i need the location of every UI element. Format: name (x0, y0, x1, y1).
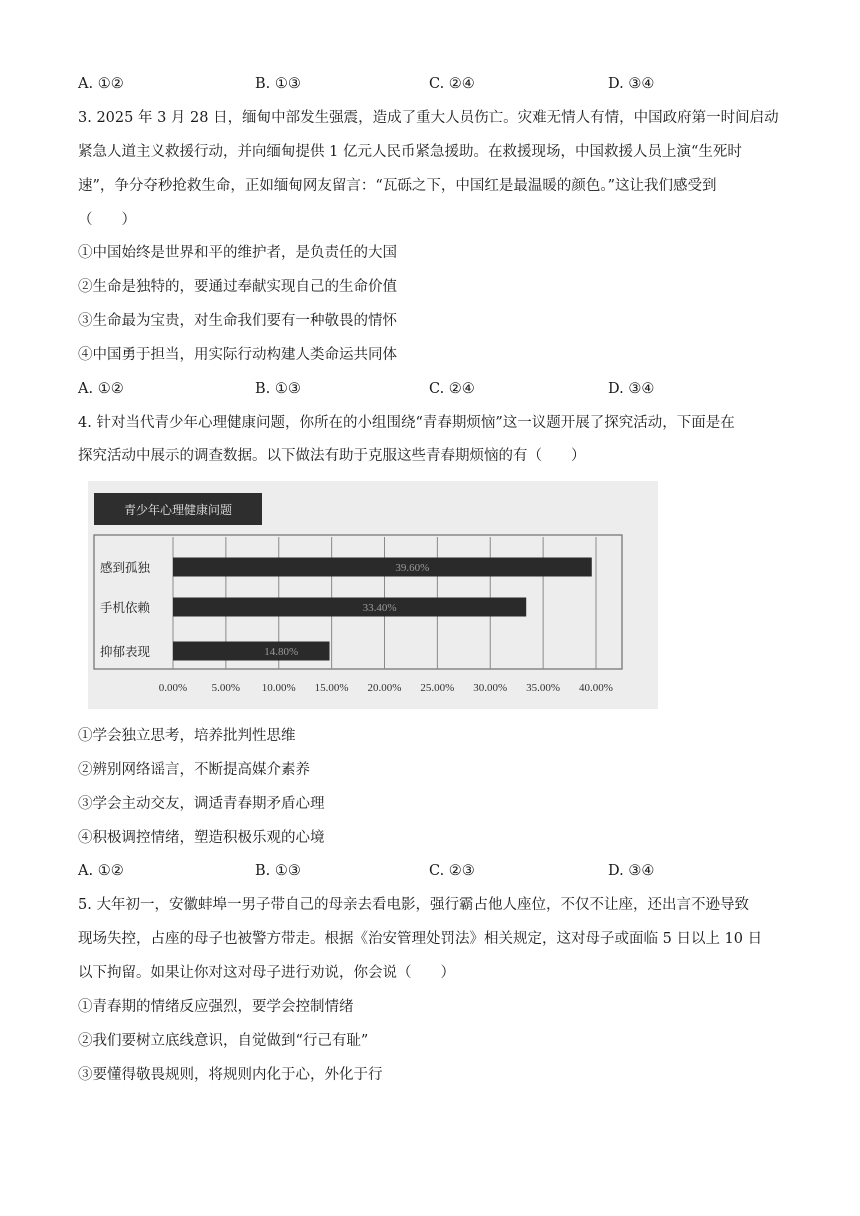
q4-statement: ②辨别网络谣言，不断提高媒介素养 (78, 762, 310, 778)
option-c[interactable]: C. ②③ (429, 863, 475, 879)
chart-x-ticks (159, 682, 613, 694)
chart-title: 青少年心理健康问题 (123, 503, 233, 517)
option-c[interactable]: C. ②④ (429, 381, 475, 397)
chart-bars (173, 558, 592, 661)
x-tick-label: 20.00% (367, 682, 402, 694)
q3-options (78, 379, 798, 399)
q4-statement: ④积极调控情绪，塑造积极乐观的心境 (78, 830, 325, 846)
option-a[interactable]: A. ①② (78, 76, 124, 92)
x-tick-label: 30.00% (473, 682, 508, 694)
q4-options (78, 861, 798, 881)
chart-category-labels (100, 560, 151, 659)
x-tick-label: 10.00% (261, 682, 296, 694)
q4-statement: ③学会主动交友，调适青春期矛盾心理 (78, 796, 325, 812)
category-label: 手机依赖 (100, 601, 151, 615)
option-b[interactable]: B. ①③ (255, 863, 301, 879)
x-tick-label: 0.00% (158, 682, 188, 694)
q3-stem-line: 紧急人道主义救援行动，并向缅甸提供 1 亿元人民币紧急援助。在救援现场，中国救援人员上演“生死时 (78, 144, 742, 160)
bar (173, 598, 526, 617)
option-c[interactable]: C. ②④ (429, 76, 475, 92)
q3-stem-line: 速”，争分夺秒抢救生命，正如缅甸网友留言：“瓦砾之下，中国红是最温暖的颜色。”这让我们感受到 (78, 178, 717, 194)
option-d[interactable]: D. ③④ (608, 76, 655, 92)
q5-stem-line: 5. 大年初一，安徽蚌埠一男子带自己的母亲去看电影，强行霸占他人座位，不仅不让座，还出言不逊导致 (78, 897, 749, 913)
chart-canvas (88, 481, 658, 709)
q5-stem-line: 现场失控，占座的母子也被警方带走。根据《治安管理处罚法》相关规定，这对母子或面临 5 日以上 10 日 (78, 931, 763, 947)
option-b[interactable]: B. ①③ (255, 76, 301, 92)
q2-options (78, 74, 798, 94)
bar (173, 558, 592, 577)
q3-answer-blank: （ ） (78, 212, 136, 228)
bar-value-label: 33.40% (362, 602, 397, 614)
x-tick-label: 5.00% (211, 682, 241, 694)
x-tick-label: 25.00% (420, 682, 455, 694)
q5-statement: ②我们要树立底线意识，自觉做到“行己有耻” (78, 1033, 369, 1049)
survey-bar-chart (88, 481, 658, 709)
q3-stem-line: 3. 2025 年 3 月 28 日，缅甸中部发生强震，造成了重大人员伤亡。灾难无情人有情，中国政府第一时间启动 (78, 110, 779, 126)
x-tick-label: 35.00% (526, 682, 561, 694)
option-d[interactable]: D. ③④ (608, 863, 655, 879)
q4-stem-line: 探究活动中展示的调查数据。以下做法有助于克服这些青春期烦恼的有（ ） (78, 448, 586, 464)
option-b[interactable]: B. ①③ (255, 381, 301, 397)
option-a[interactable]: A. ①② (78, 381, 124, 397)
q3-statement: ④中国勇于担当，用实际行动构建人类命运共同体 (78, 347, 397, 363)
q5-statement: ③要懂得敬畏规则，将规则内化于心，外化于行 (78, 1067, 383, 1083)
category-label: 感到孤独 (100, 561, 151, 575)
category-label: 抑郁表现 (100, 645, 151, 659)
bar (173, 642, 330, 661)
q4-stem-line: 4. 针对当代青少年心理健康问题，你所在的小组围绕“青春期烦恼”这一议题开展了探究活动，下面是在 (78, 415, 735, 431)
q5-stem-line: 以下拘留。如果让你对这对母子进行劝说，你会说（ ） (78, 965, 455, 981)
option-d[interactable]: D. ③④ (608, 381, 655, 397)
x-tick-label: 40.00% (579, 682, 613, 694)
option-a[interactable]: A. ①② (78, 863, 124, 879)
bar-value-label: 14.80% (264, 646, 299, 658)
q3-statement: ②生命是独特的，要通过奉献实现自己的生命价值 (78, 279, 397, 295)
x-tick-label: 15.00% (314, 682, 349, 694)
bar-value-label: 39.60% (395, 562, 430, 574)
q3-statement: ①中国始终是世界和平的维护者，是负责任的大国 (78, 245, 397, 261)
q5-statement: ①青春期的情绪反应强烈，要学会控制情绪 (78, 999, 354, 1015)
q3-statement: ③生命最为宝贵，对生命我们要有一种敬畏的情怀 (78, 313, 397, 329)
q4-statement: ①学会独立思考，培养批判性思维 (78, 728, 296, 744)
